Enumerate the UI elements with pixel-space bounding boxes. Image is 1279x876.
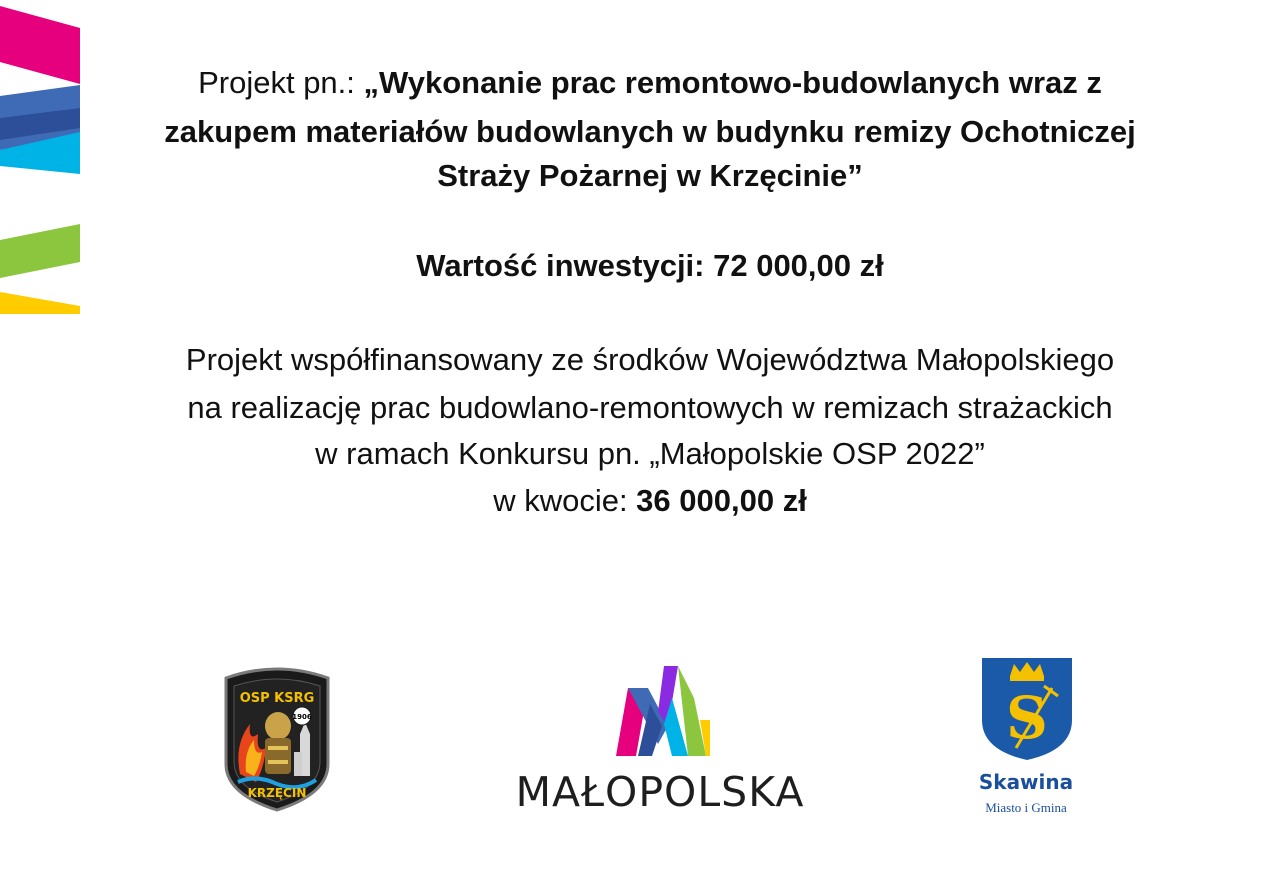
stripe-magenta	[0, 6, 80, 84]
funding-line-2: na realizację prac budowlano-remontowych w remizach strażackich	[187, 390, 1113, 425]
osp-bottom-text: KRZĘCIN	[247, 786, 307, 800]
malopolska-logo-mark	[614, 664, 714, 758]
osp-top-text: OSP KSRG	[239, 691, 315, 706]
stripe-green	[0, 224, 80, 278]
amount-prefix: w kwocie:	[493, 483, 637, 518]
amount-value: 36 000,00 zł	[636, 483, 807, 518]
title-text-1: „Wykonanie prac remontowo-budowlanych wraz z	[363, 65, 1102, 100]
skawina-coat-of-arms	[982, 658, 1072, 760]
funding-amount	[80, 481, 1220, 521]
title-line-3: Straży Pożarnej w Krzęcinie”	[437, 158, 863, 193]
funding-line-3: w ramach Konkursu pn. „Małopolskie OSP 2022”	[315, 436, 985, 471]
title-line-1	[80, 63, 1220, 103]
osp-krzecin-logo	[216, 664, 338, 812]
skawina-name: Skawina	[978, 770, 1074, 794]
stripe-yellow	[0, 292, 80, 314]
malopolska-wordmark: MAŁOPOLSKA	[515, 768, 805, 816]
title-line-2: zakupem materiałów budowlanych w budynku remizy Ochotniczej	[164, 114, 1136, 149]
svg-text:S: S	[1006, 684, 1048, 752]
investment-value: Wartość inwestycji: 72 000,00 zł	[416, 248, 884, 283]
title-prefix: Projekt pn.:	[198, 65, 364, 100]
decorative-stripes	[0, 0, 80, 320]
osp-year: 1906	[292, 713, 312, 721]
skawina-subtitle: Miasto i Gmina	[985, 800, 1067, 815]
funding-line-1: Projekt współfinansowany ze środków Województwa Małopolskiego	[185, 342, 1115, 377]
